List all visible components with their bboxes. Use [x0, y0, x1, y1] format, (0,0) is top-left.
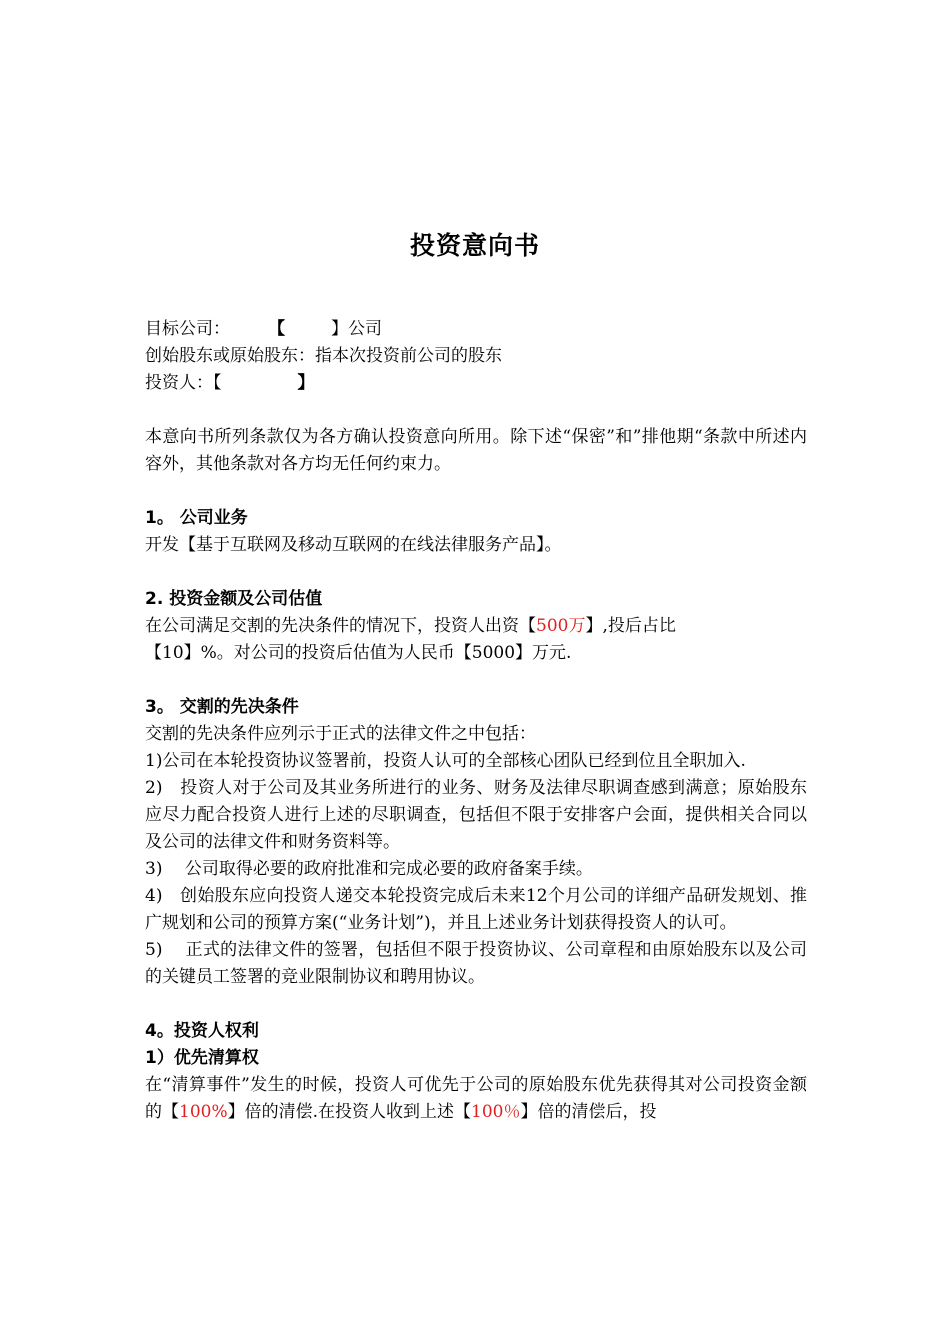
section-2-line-2: 【10】%。对公司的投资后估值为人民币【5000】万元. [145, 643, 572, 663]
document-title: 投资意向书 [409, 231, 540, 260]
liquidation-multiple-1: 100% [179, 1102, 228, 1122]
target-company-bracket-close: 】公司 [331, 319, 382, 339]
section-4-text: 在“清算事件”发生的时候，投资人可优先于公司的原始股东优先获得其对公司投资金额的【 [145, 1075, 807, 1122]
investor-label: 投资人：【 [145, 373, 222, 393]
investment-amount: 500万 [536, 616, 586, 636]
condition-item-5: 5) 正式的法律文件的签署，包括但不限于投资协议、公司章程和由原始股东以及公司的关键员工签署的竞业限制协议和聘用协议。 [145, 940, 807, 987]
document-body [145, 316, 807, 1126]
section-2-text: 在公司满足交割的先决条件的情况下，投资人出资【 [145, 616, 536, 636]
condition-item-1: 1)公司在本轮投资协议签署前，投资人认可的全部核心团队已经到位且全职加入. [145, 751, 746, 771]
target-company-bracket-open: 【 [268, 319, 285, 339]
section-4-sub-1-heading: 1）优先清算权 [145, 1048, 259, 1068]
target-company-label: 目标公司： [145, 319, 230, 339]
intro-paragraph: 本意向书所列条款仅为各方确认投资意向所用。除下述“保密”和”排他期“条款中所述内容外，其他条款对各方均无任何约束力。 [145, 427, 807, 474]
section-1-body: 开发【基于互联网及移动互联网的在线法律服务产品】。 [145, 535, 562, 555]
section-4-text: 】倍的清偿后，投 [520, 1102, 657, 1122]
section-3-lead: 交割的先决条件应列示于正式的法律文件之中包括： [145, 724, 536, 744]
target-company-line [145, 316, 807, 343]
section-3-heading: 3。 交割的先决条件 [145, 697, 299, 717]
liquidation-multiple-2: 100％ [471, 1102, 521, 1122]
investor-bracket-close: 】 [297, 373, 315, 393]
founders-definition-line: 创始股东或原始股东：指本次投资前公司的股东 [145, 346, 502, 366]
section-4-heading: 4。投资人权利 [145, 1021, 259, 1041]
section-2-heading: 2. 投资金额及公司估值 [145, 589, 323, 609]
section-2-line-1 [145, 613, 807, 640]
condition-item-3: 3) 公司取得必要的政府批准和完成必要的政府备案手续。 [145, 859, 593, 879]
investor-line [145, 370, 807, 397]
condition-item-4: 4) 创始股东应向投资人递交本轮投资完成后未来12个月公司的详细产品研发规划、推广规划和公司的预算方案(“业务计划”)，并且上述业务计划获得投资人的认可。 [145, 886, 807, 933]
section-1-heading: 1。 公司业务 [145, 508, 248, 528]
section-4-sub-1-body [145, 1072, 807, 1126]
section-2-text: 】,投后占比 [585, 616, 676, 636]
condition-item-2: 2) 投资人对于公司及其业务所进行的业务、财务及法律尽职调查感到满意；原始股东应尽力配合投资人进行上述的尽职调查，包括但不限于安排客户会面，提供相关合同以及公司的法律文件和财务资料等。 [145, 778, 807, 852]
section-4-text: 】倍的清偿.在投资人收到上述【 [227, 1102, 472, 1122]
